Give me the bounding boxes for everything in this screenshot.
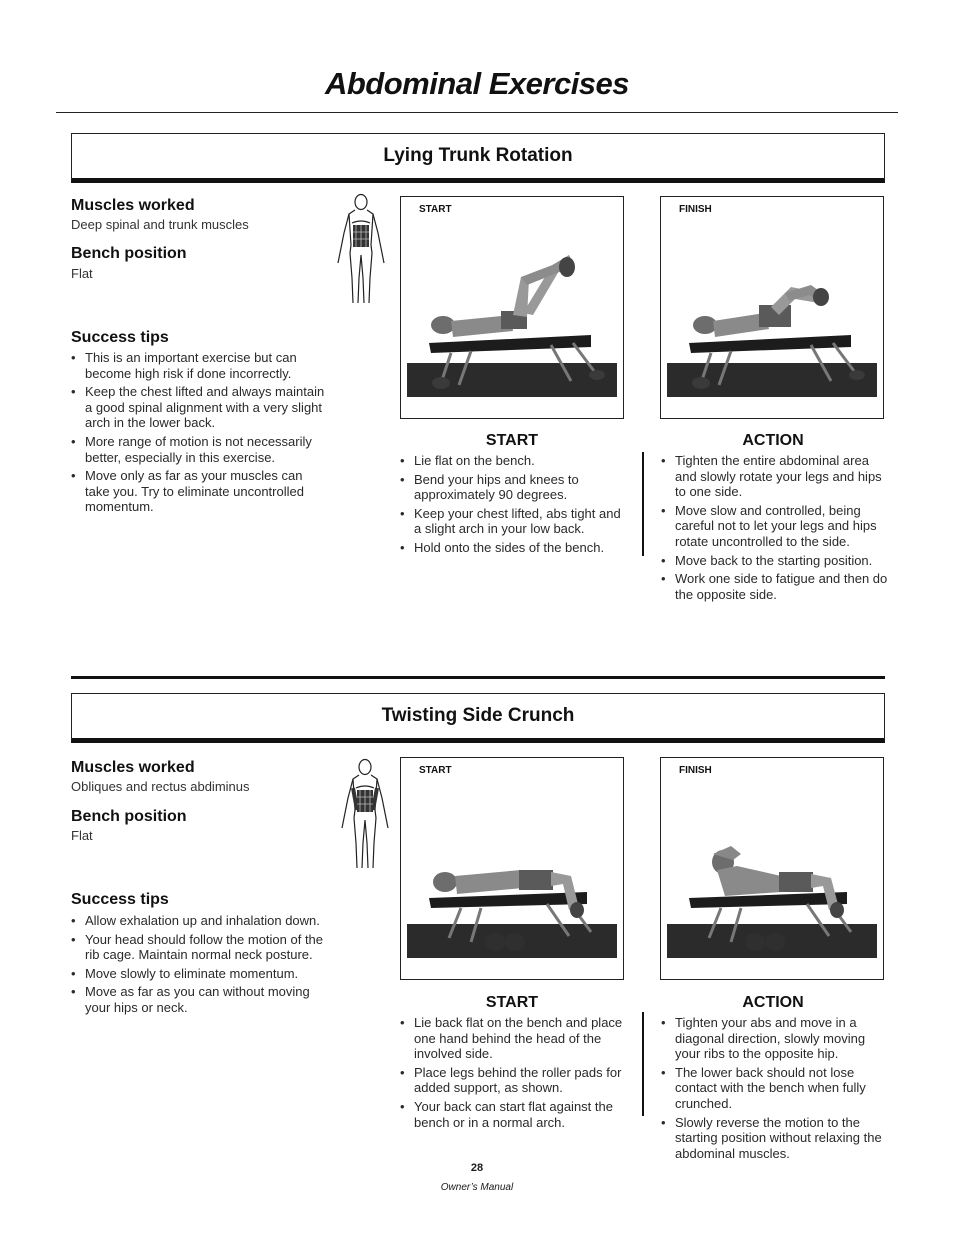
- bench-position-text: Flat: [71, 266, 93, 281]
- bench-position-heading: Bench position: [71, 245, 187, 262]
- list-item: • Move slowly to eliminate momentum.: [71, 966, 329, 982]
- section-title: Lying Trunk Rotation: [71, 133, 885, 183]
- list-item: • Your back can start flat against the bench or in a normal arch.: [400, 1099, 626, 1130]
- finish-photo: [660, 757, 884, 980]
- start-steps-list: [400, 1015, 626, 1133]
- list-item: • Move back to the starting position.: [661, 553, 891, 569]
- list-item: • Slowly reverse the motion to the starting position without relaxing the abdominal muscles.: [661, 1115, 891, 1162]
- bench-position-text: Flat: [71, 828, 93, 843]
- start-photo: [400, 196, 624, 419]
- list-item: • Tighten your abs and move in a diagonal direction, slowly moving your ribs to the opposite hip.: [661, 1015, 891, 1062]
- photo-label: START: [419, 204, 452, 215]
- list-item: • Your head should follow the motion of the rib cage. Maintain normal neck posture.: [71, 932, 329, 963]
- start-photo: [400, 757, 624, 980]
- anatomy-figure-icon: [338, 758, 392, 872]
- success-tips-heading: Success tips: [71, 329, 169, 346]
- list-item: • Work one side to fatigue and then do the opposite side.: [661, 571, 891, 602]
- column-divider: [642, 1012, 644, 1116]
- action-steps-list: [661, 453, 891, 605]
- page-title: Abdominal Exercises: [324, 66, 630, 101]
- success-tips-list: [71, 913, 329, 1019]
- start-steps-list: [400, 453, 626, 559]
- list-item: • The lower back should not lose contact with the bench when fully crunched.: [661, 1065, 891, 1112]
- page-number: 28: [470, 1162, 484, 1174]
- muscles-worked-text: Deep spinal and trunk muscles: [71, 217, 249, 232]
- list-item: • Hold onto the sides of the bench.: [400, 540, 626, 556]
- footer-text: Owner’s Manual: [440, 1182, 514, 1193]
- list-item: • Move as far as you can without moving your hips or neck.: [71, 984, 329, 1015]
- list-item: • Keep your chest lifted, abs tight and a slight arch in your low back.: [400, 506, 626, 537]
- list-item: • Move slow and controlled, being careful not to let your legs and hips rotate uncontrolled to the side.: [661, 503, 891, 550]
- title-divider: [56, 112, 898, 113]
- column-divider: [642, 452, 644, 556]
- list-item: • Keep the chest lifted and always maintain a good spinal alignment with a very slight arch in the lower back.: [71, 384, 329, 431]
- photo-label: START: [419, 765, 452, 776]
- success-tips-list: [71, 350, 329, 518]
- photo-label: FINISH: [679, 765, 712, 776]
- photo-label: FINISH: [679, 204, 712, 215]
- start-heading: START: [485, 994, 539, 1011]
- list-item: • Lie flat on the bench.: [400, 453, 626, 469]
- list-item: • Allow exhalation up and inhalation down.: [71, 913, 329, 929]
- list-item: • Place legs behind the roller pads for added support, as shown.: [400, 1065, 626, 1096]
- list-item: • Lie back flat on the bench and place one hand behind the head of the involved side.: [400, 1015, 626, 1062]
- bench-position-heading: Bench position: [71, 808, 187, 825]
- anatomy-figure-icon: [334, 193, 388, 307]
- action-heading: ACTION: [742, 994, 804, 1011]
- list-item: • Tighten the entire abdominal area and slowly rotate your legs and hips to one side.: [661, 453, 891, 500]
- action-heading: ACTION: [742, 432, 804, 449]
- muscles-worked-heading: Muscles worked: [71, 197, 195, 214]
- list-item: • Move only as far as your muscles can take you. Try to eliminate uncontrolled momentum.: [71, 468, 329, 515]
- muscles-worked-heading: Muscles worked: [71, 759, 195, 776]
- list-item: • This is an important exercise but can become high risk if done incorrectly.: [71, 350, 329, 381]
- finish-photo: [660, 196, 884, 419]
- muscles-worked-text: Obliques and rectus abdiminus: [71, 779, 250, 794]
- section-divider: [71, 676, 885, 679]
- list-item: • Bend your hips and knees to approximately 90 degrees.: [400, 472, 626, 503]
- list-item: • More range of motion is not necessarily better, especially in this exercise.: [71, 434, 329, 465]
- success-tips-heading: Success tips: [71, 891, 169, 908]
- action-steps-list: [661, 1015, 891, 1164]
- section-title: Twisting Side Crunch: [71, 693, 885, 743]
- start-heading: START: [485, 432, 539, 449]
